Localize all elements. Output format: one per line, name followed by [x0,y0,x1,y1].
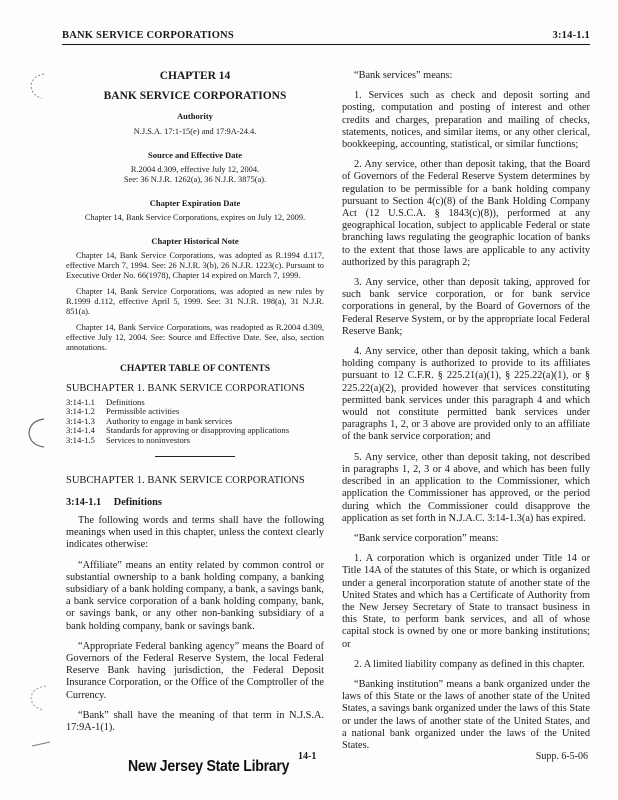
chapter-number: CHAPTER 14 [159,70,231,82]
chapter-title: BANK SERVICE CORPORATIONS [103,90,287,103]
section-title: Definitions [113,496,162,508]
history-paragraph: Chapter 14, Bank Service Corporations, was adopted as new rules by R.1999 d.112, effective April 5, 1999. See: 31 N.J.R. 198(a), 31 N.J.R. 851(a). [66,287,324,317]
expiration-heading: Chapter Expiration Date [149,197,241,208]
history-heading: Chapter Historical Note [151,236,239,247]
toc-item[interactable] [66,426,324,436]
toc-item-title: Services to noninvestors [106,435,191,445]
definition-affiliate: “Affiliate” means an entity related by common control or substantial ownership to a bank holding company, a banking subsidiary of a bank holding company, a bank, a savings bank, a bank service corporation of a bank holding company, bank, or savings bank, or any other non-banking subsidiary of a bank holding company, bank or savings bank. [66,559,324,632]
bank-services-item: 2. Any service, other than deposit taking, that the Board of Governors of the Federal Reserve System determines by regulation to be permissible for a bank holding company pursuant to Section 4(c)(8) of the Bank Holding Company Act (12 U.S.C.A. § 1843(c)(8)), performed at any geographical location, subject to applicable Federal or state branching laws regulating the geographic location of banks to the extent that those laws are applicable to any activity authorized by this paragraph 2; [342,159,590,268]
source-heading: Source and Effective Date [147,149,243,160]
definition-banking-institution: “Banking institution” means a bank organized under the laws of this State or the laws of another state of the United States, a savings bank organized under the laws of this State or under the laws of another state of the United States, and a national bank organized under the laws of the United States. [342,678,590,751]
bsc-item: 1. A corporation which is organized under Title 14 or Title 14A of the statutes of this State, or which is organized under a general incorporation statute of another state of the United States and which has a Certificate of Authority from the New Jersey Secretary of State to transact business in this State, to perform bank services, and all of whose capital stock is owned by one or more banking institutions; or [342,553,590,650]
toc-item-number: 3:14-1.5 [66,435,95,445]
bank-services-item: 1. Services such as check and deposit sorting and posting, computation and posting of interest and other credits and charges, preparation and mailing of checks, statements, notices, and similar items, or any other clerical, bookkeeping, accounting, statistical, or similar functions; [342,90,590,151]
library-stamp: New Jersey State Library [128,758,290,775]
bsc-item: 2. A limited liability company as defined in this chapter. [354,658,585,670]
history-paragraph: Chapter 14, Bank Service Corporations, was adopted as R.1994 d.117, effective March 7, 1994. See: 26 N.J.R. 3(b), 26 N.J.R. 1223(c). Pursuant to Executive Order No. 66(1978), Chapter 14 expired on March 7, 1999. [66,251,324,281]
toc-heading: CHAPTER TABLE OF CONTENTS [119,364,270,375]
margin-mark-top [24,70,54,104]
toc-item-title: Standards for approving or disapproving applications [106,425,290,436]
page-number: 14-1 [298,751,317,762]
subchapter-title: SUBCHAPTER 1. BANK SERVICE CORPORATIONS [66,474,305,486]
bank-services-item: 3. Any service, other than deposit taking, approved for such bank service corporation, or for bank service corporations in general, by the Board of Governors of the Federal Reserve System, or by the appropriate local Federal Reserve Bank; [342,277,590,337]
history-paragraph: Chapter 14, Bank Service Corporations, was readopted as R.2004 d.309, effective July 12, 2004. See: Source and Effective Date. See, also, section annotations. [66,323,324,353]
running-header [62,28,590,45]
authority-text: N.J.S.A. 17:1-15(e) and 17:9A-24.4. [133,126,257,136]
toc-item-number: 3:14-1.1 [66,396,95,407]
header-section-number: 3:14-1.1 [552,30,590,41]
bank-services-heading: “Bank services” means: [354,70,453,81]
margin-mark-middle [22,415,54,451]
margin-mark-bottom [22,680,54,760]
toc-item[interactable] [66,436,324,446]
header-title: BANK SERVICE CORPORATIONS [62,30,234,41]
toc-item-title: Authority to engage in bank services [106,415,233,426]
definitions-intro: The following words and terms shall have the following meanings when used in this chapter, unless the context clearly indicates otherwise: [66,515,324,551]
source-line: R.2004 d.309, effective July 12, 2004. [130,164,260,174]
toc-item-title: Definitions [106,396,145,407]
authority-heading: Authority [177,111,213,122]
toc-subchapter: SUBCHAPTER 1. BANK SERVICE CORPORATIONS [66,383,305,395]
supplement-date: Supp. 6-5-06 [535,751,588,762]
bank-services-item: 4. Any service, other than deposit taking, which a bank holding company is authorized to provide to its affiliates pursuant to 12 C.F.R. § 225.21(a)(1), § 225.22(a)(1), or § 225.22(a)(2), provided however that services constituting permitted bank services under this paragraph 4 and which would not constitute permitted bank services under paragraphs 1, 2, or 3 above are provided only to an affiliate of the bank service corporation; and [342,346,590,443]
right-column [342,70,590,760]
toc-item[interactable] [66,398,324,408]
toc-item-number: 3:14-1.2 [66,406,95,417]
expiration-text: Chapter 14, Bank Service Corporations, expires on July 12, 2009. [84,213,306,223]
section-number: 3:14-1.1 [66,496,102,508]
left-column [66,70,324,742]
toc-item-number: 3:14-1.4 [66,425,95,436]
source-line: See: 36 N.J.R. 1262(a), 36 N.J.R. 3875(a). [123,174,267,184]
definition-bank: “Bank” shall have the meaning of that term in N.J.S.A. 17:9A-1(1). [66,709,324,734]
toc-item-title: Permissible activities [106,406,180,417]
bsc-heading: “Bank service corporation” means: [354,532,499,544]
definition-federal-agency: “Appropriate Federal banking agency” means the Board of Governors of the Federal Reserve System, the local Federal Reserve Bank having jurisdiction, the Federal Deposit Insurance Corporation, or the Office of the Comptroller of the Currency. [66,640,324,701]
toc-item-number: 3:14-1.3 [66,415,95,426]
bank-services-item: 5. Any service, other than deposit taking, not described in paragraphs 1, 2, 3 or 4 above, and which has been fully described in an application to the Commissioner, which application the Commissioner has approved, or the period during which the Commissioner could disapprove the application as set forth in N.J.A.C. 3:14-1.3(a) has expired. [342,451,590,524]
section-heading [66,497,324,509]
section-divider [155,456,235,457]
